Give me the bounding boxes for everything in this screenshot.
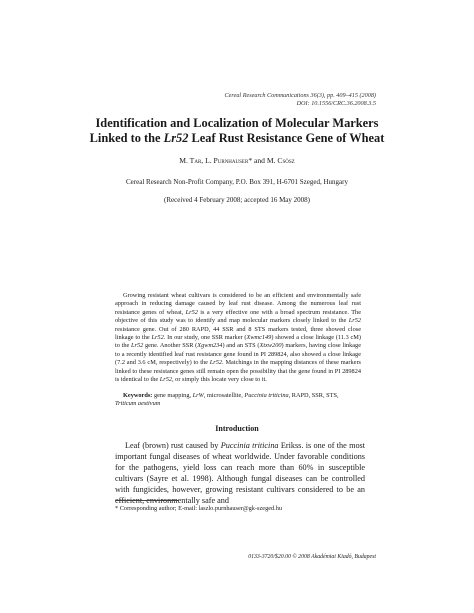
author-2-initial: , L. P (201, 156, 218, 165)
abstract-text: . In our study, one SSR marker ( (163, 334, 247, 342)
title-line-1: Identification and Localization of Molecular Markers (95, 116, 379, 130)
title-gene: Lr52 (163, 131, 189, 145)
keyword-text: , microsatellite, (203, 392, 245, 399)
author-2-name: urnhauser (217, 156, 249, 165)
issn-copyright: 0133-3720/$20.00 © 2008 Akadémiai Kiadó, Budapest (248, 554, 376, 560)
journal-reference (225, 92, 376, 108)
keyword-text: RAPD, SSR, STS, (290, 392, 339, 399)
section-heading-introduction: Introduction (215, 424, 259, 433)
abstract-text: Growing resistant wheat cultivars is considered to be an efficient and environmentally safe approach in reducing damage caused by leaf rust disease. Among the numerous leaf rust resistance genes of wheat, (115, 292, 361, 316)
gene-name: Lr52 (209, 359, 223, 367)
marker-name: Xtxw200 (259, 342, 282, 350)
abstract-text: ) and an STS ( (222, 342, 260, 350)
affiliation: Cereal Research Non-Profit Company, P.O. Box 391, H-6701 Szeged, Hungary (126, 178, 348, 186)
author-3-name: sösz (282, 156, 295, 165)
keywords (115, 392, 361, 409)
paper-title (60, 116, 414, 146)
species-name: Puccinia triticina (220, 441, 279, 450)
abstract-text: is a very effective one with a broad spectrum resistance. The objective of this study was to identify and map molecular markers closely linked to the (115, 308, 361, 325)
introduction-paragraph (115, 440, 365, 506)
abstract-text: . Matchings in the mapping distances of these markers linked to these resistance genes still remain open the possibility that the gene found in PI 289824 is identical to the (115, 359, 361, 384)
keyword-italic: Triticum aestivum (115, 400, 161, 408)
footnote: * Corresponding author; E-mail: laszlo.purnhauser@gk-szeged.hu (115, 505, 283, 512)
abstract-text: ) markers, having close linkage to a recently identified leaf rust resistance gene found in PI 289824, also showed a close linkage (7.2 and 3.6 cM, respectively) to the (115, 342, 361, 367)
author-1-initial: M. T (179, 156, 195, 165)
gene-name: Lr52 (348, 317, 361, 325)
gene-name: Lr52 (185, 308, 198, 316)
intro-text: Erikss. is one of the most important fungal diseases of wheat worldwide. Under favorable conditions for the pathogens, yield loss can reach more than 60% in susceptible cultivars (Sayre et al. 1998). Although fungal diseases can be controlled with fungicides, however, growing resistant cultivars considered to be an efficient, environmentally safe and (115, 441, 365, 505)
abstract (115, 292, 361, 384)
marker-name: Xwmc149 (246, 334, 272, 342)
abstract-text: or simply this locate very close to it. (173, 376, 267, 384)
gene-name: Lr52 (151, 334, 164, 342)
footnote-divider (115, 500, 179, 501)
author-1-name: ar (194, 156, 202, 165)
author-list (60, 156, 414, 165)
abstract-text: resistance gene. Out of 280 RAPD, 44 SSR and 8 STS markers tested, three showed close linkage to the (115, 325, 361, 342)
author-3-initial: * and M. C (248, 156, 283, 165)
abstract-text: ) showed a close linkage (11.3 cM) to the (115, 334, 361, 350)
journal-citation: Cereal Research Communications 36(3), pp. 409–415 (2008) (224, 92, 376, 99)
abstract-text: gene. Another SSR ( (143, 342, 198, 350)
title-line-2 (60, 131, 414, 146)
title-text-end: Leaf Rust Resistance Gene of Wheat (188, 131, 385, 145)
keywords-label: Keywords: (123, 392, 153, 399)
marker-name: Xgwm234 (197, 342, 223, 350)
keyword-italic: LrW (192, 392, 204, 399)
received-dates: (Received 4 February 2008; accepted 16 May 2008) (164, 196, 310, 204)
intro-text: Leaf (brown) rust caused by (125, 441, 221, 450)
keyword-text: gene mapping, (152, 392, 193, 399)
journal-doi: DOI: 10.1556/CRC.36.2008.3.5 (296, 100, 376, 107)
title-text: Linked to the (89, 131, 164, 145)
keyword-italic: Puccinia triticina, (244, 392, 291, 399)
gene-name: Lr52 (131, 342, 144, 350)
gene-name: Lr52, (159, 376, 174, 384)
